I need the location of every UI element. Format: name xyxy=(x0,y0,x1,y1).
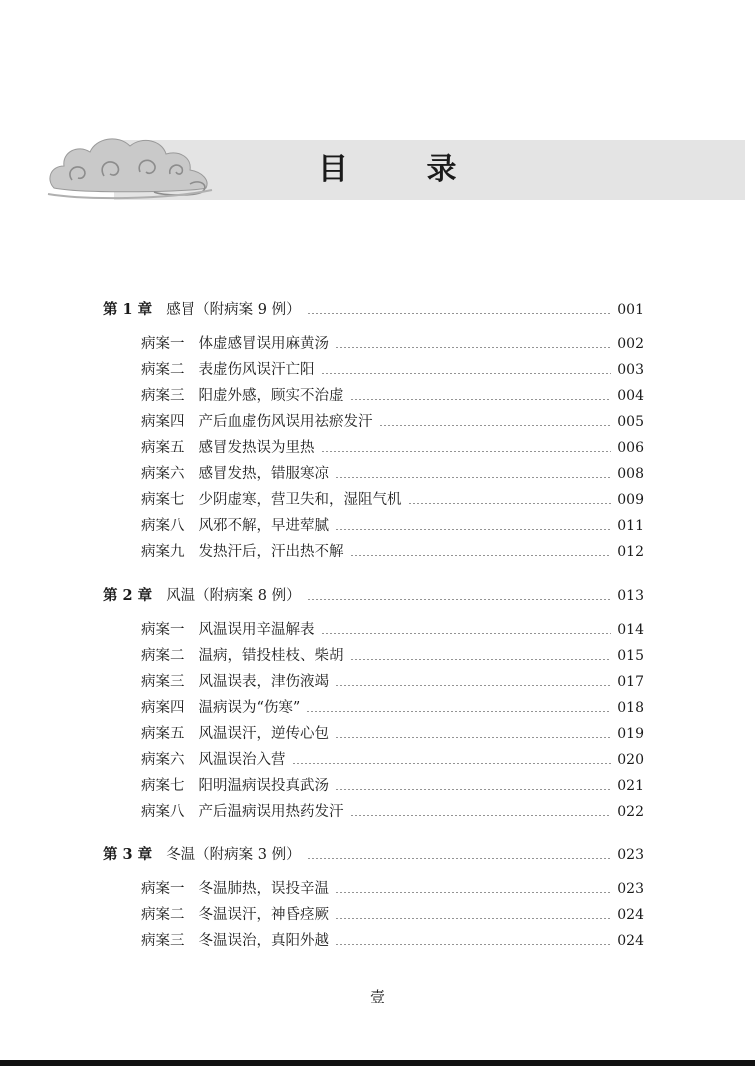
case-number: 病案一 xyxy=(141,622,185,638)
page-title: 目 录 xyxy=(318,152,491,187)
case-entry[interactable] xyxy=(141,776,644,796)
case-page: 017 xyxy=(617,674,644,690)
bottom-rule xyxy=(0,1060,755,1066)
case-page: 008 xyxy=(617,466,644,482)
case-page: 015 xyxy=(617,648,644,664)
case-number: 病案三 xyxy=(141,388,185,404)
case-title: 冬温误治，真阳外越 xyxy=(198,933,329,949)
dot-leader xyxy=(335,529,611,530)
chapter-title: 冬温（附病案 3 例） xyxy=(166,847,301,863)
case-number: 病案二 xyxy=(141,648,185,664)
case-page: 006 xyxy=(617,440,644,456)
case-page: 020 xyxy=(617,752,644,768)
case-number: 病案八 xyxy=(141,804,185,820)
case-title: 冬温肺热，误投辛温 xyxy=(198,881,329,897)
case-entry[interactable] xyxy=(141,620,644,640)
case-page: 003 xyxy=(617,362,644,378)
case-entry[interactable] xyxy=(141,516,644,536)
dot-leader xyxy=(335,685,611,686)
case-page: 024 xyxy=(617,933,644,949)
case-page: 002 xyxy=(617,336,644,352)
case-title: 少阴虚寒，营卫失和，湿阻气机 xyxy=(198,492,402,508)
dot-leader xyxy=(350,815,612,816)
case-entry[interactable] xyxy=(141,724,644,744)
case-title: 体虚感冒误用麻黄汤 xyxy=(198,336,329,352)
chapter-number: 第 2 章 xyxy=(103,587,153,604)
case-number: 病案七 xyxy=(141,778,185,794)
dot-leader xyxy=(335,347,611,348)
case-entry[interactable] xyxy=(141,464,644,484)
case-entry[interactable] xyxy=(141,879,644,899)
case-number: 病案二 xyxy=(141,362,185,378)
chapter-page: 023 xyxy=(617,847,644,863)
case-entry[interactable] xyxy=(141,698,644,718)
dot-leader xyxy=(335,737,611,738)
case-number: 病案一 xyxy=(141,881,185,897)
dot-leader xyxy=(350,555,612,556)
case-entry[interactable] xyxy=(141,646,644,666)
case-number: 病案八 xyxy=(141,518,185,534)
dot-leader xyxy=(307,858,612,859)
case-page: 019 xyxy=(617,726,644,742)
case-page: 009 xyxy=(617,492,644,508)
dot-leader xyxy=(350,659,612,660)
case-title: 阳虚外感，顾实不治虚 xyxy=(198,388,344,404)
case-title: 风温误用辛温解表 xyxy=(198,622,315,638)
case-title: 风温误汗，逆传心包 xyxy=(198,726,329,742)
case-title: 感冒发热，错服寒凉 xyxy=(198,466,329,482)
dot-leader xyxy=(321,373,612,374)
dot-leader xyxy=(335,918,611,919)
case-page: 018 xyxy=(617,700,644,716)
case-title: 风温误治入营 xyxy=(198,752,286,768)
case-entry[interactable] xyxy=(141,360,644,380)
chapter-entry[interactable] xyxy=(103,845,644,865)
case-page: 024 xyxy=(617,907,644,923)
case-entry[interactable] xyxy=(141,802,644,822)
case-entry[interactable] xyxy=(141,905,644,925)
case-entry[interactable] xyxy=(141,931,644,951)
case-title: 感冒发热误为里热 xyxy=(198,440,315,456)
case-number: 病案六 xyxy=(141,466,185,482)
case-title: 冬温误汗，神昏痉厥 xyxy=(198,907,329,923)
case-title: 温病误为“伤寒” xyxy=(198,700,301,716)
case-entry[interactable] xyxy=(141,672,644,692)
case-page: 023 xyxy=(617,881,644,897)
case-number: 病案五 xyxy=(141,440,185,456)
case-page: 004 xyxy=(617,388,644,404)
chapter-page: 001 xyxy=(617,302,644,318)
case-page: 022 xyxy=(617,804,644,820)
page-number: 壹 xyxy=(369,988,385,1006)
chapter-title: 感冒（附病案 9 例） xyxy=(166,302,301,318)
case-title: 产后温病误用热药发汗 xyxy=(198,804,344,820)
chapter-entry[interactable] xyxy=(103,586,644,606)
case-number: 病案一 xyxy=(141,336,185,352)
case-page: 021 xyxy=(617,778,644,794)
case-page: 012 xyxy=(617,544,644,560)
case-number: 病案四 xyxy=(141,700,185,716)
dot-leader xyxy=(321,451,612,452)
dot-leader xyxy=(335,892,611,893)
case-page: 011 xyxy=(617,518,644,534)
dot-leader xyxy=(307,313,612,314)
case-entry[interactable] xyxy=(141,542,644,562)
dot-leader xyxy=(335,477,611,478)
case-number: 病案五 xyxy=(141,726,185,742)
dot-leader xyxy=(321,633,612,634)
case-title: 发热汗后，汗出热不解 xyxy=(198,544,344,560)
dot-leader xyxy=(379,425,612,426)
case-number: 病案六 xyxy=(141,752,185,768)
case-entry[interactable] xyxy=(141,490,644,510)
dot-leader xyxy=(335,789,611,790)
case-number: 病案四 xyxy=(141,414,185,430)
chapter-entry[interactable] xyxy=(103,300,644,320)
case-number: 病案三 xyxy=(141,933,185,949)
case-title: 阳明温病误投真武汤 xyxy=(198,778,329,794)
chapter-number: 第 1 章 xyxy=(103,301,153,318)
dot-leader xyxy=(335,944,611,945)
dot-leader xyxy=(408,503,612,504)
case-entry[interactable] xyxy=(141,412,644,432)
chapter-page: 013 xyxy=(617,588,644,604)
case-number: 病案三 xyxy=(141,674,185,690)
case-page: 005 xyxy=(617,414,644,430)
case-entry[interactable] xyxy=(141,438,644,458)
case-title: 表虚伤风误汗亡阳 xyxy=(198,362,315,378)
chapter-number: 第 3 章 xyxy=(103,846,153,863)
case-number: 病案七 xyxy=(141,492,185,508)
case-entry[interactable] xyxy=(141,334,644,354)
case-title: 风温误表，津伤液竭 xyxy=(198,674,329,690)
case-page: 014 xyxy=(617,622,644,638)
dot-leader xyxy=(292,763,612,764)
chapter-title: 风温（附病案 8 例） xyxy=(166,588,301,604)
case-number: 病案九 xyxy=(141,544,185,560)
case-title: 风邪不解，早进荤腻 xyxy=(198,518,329,534)
dot-leader xyxy=(306,711,611,712)
case-entry[interactable] xyxy=(141,750,644,770)
case-entry[interactable] xyxy=(141,386,644,406)
dot-leader xyxy=(350,399,612,400)
case-number: 病案二 xyxy=(141,907,185,923)
case-title: 产后血虚伤风误用祛瘀发汗 xyxy=(198,414,373,430)
case-title: 温病，错投桂枝、柴胡 xyxy=(198,648,344,664)
dot-leader xyxy=(307,599,612,600)
